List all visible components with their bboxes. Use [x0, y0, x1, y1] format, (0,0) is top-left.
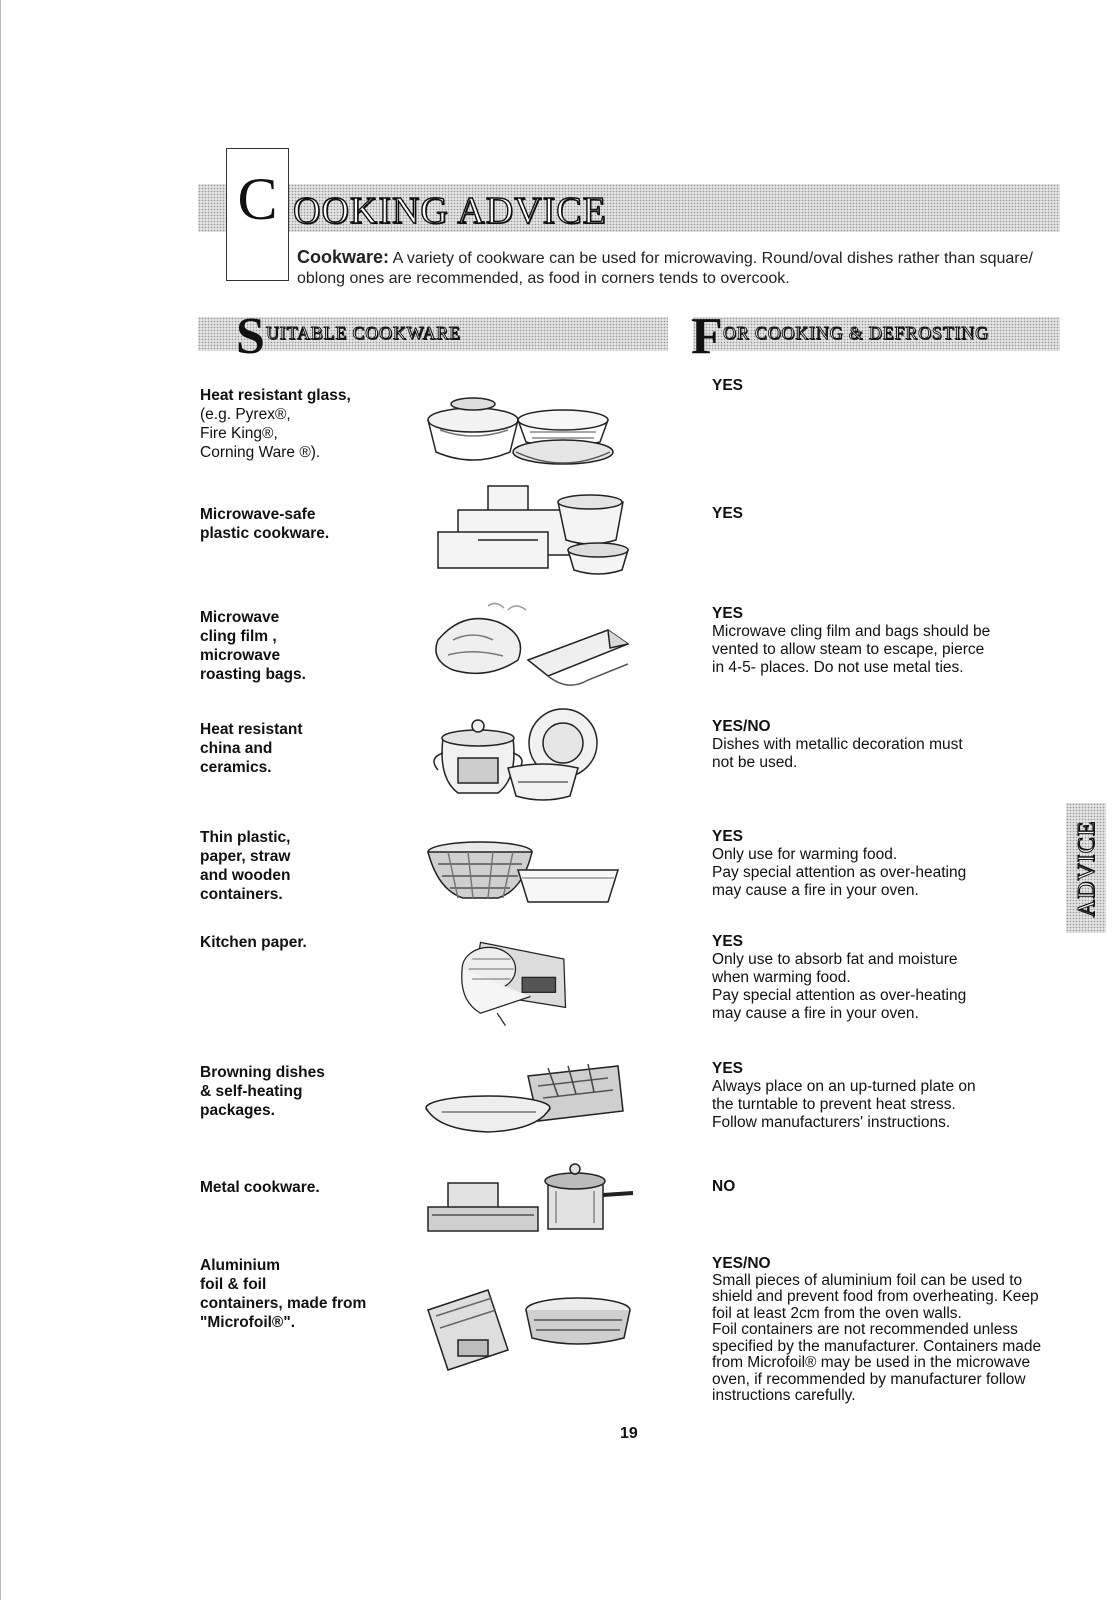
cookware-name	[200, 933, 390, 952]
cookware-name	[200, 720, 390, 777]
intro-label: Cookware:	[297, 247, 390, 267]
ceramics-icon	[418, 708, 668, 808]
intro-text: A variety of cookware can be used for microwaving. Round/oval dishes rather than square/ oblong ones are recommended, as food in corners tends to overcook.	[297, 250, 1033, 287]
cookware-name	[200, 828, 390, 904]
browning-dish-icon	[418, 1056, 668, 1156]
section-bar-cooking-defrosting	[691, 308, 1060, 365]
cookware-name-text: Heat resistant china and ceramics.	[200, 721, 303, 776]
page-edge	[0, 0, 1, 1600]
cookware-name-text: Thin plastic, paper, straw and wooden containers.	[200, 829, 291, 903]
cookware-name-text: Kitchen paper.	[200, 934, 307, 951]
side-tab-label: ADVICE	[1074, 820, 1100, 918]
verdict-cell	[712, 377, 1072, 395]
verdict-note: Always place on an up-turned plate on the turntable to prevent heat stress. Follow manufacturers' instructions.	[712, 1078, 976, 1131]
verdict-value: YES	[712, 933, 744, 950]
cling-film-icon	[418, 600, 668, 700]
metal-pots-icon	[418, 1152, 668, 1252]
cookware-name-text: Aluminium foil & foil containers, made from "Microfoil®".	[200, 1257, 367, 1331]
verdict-value: NO	[712, 1178, 736, 1195]
verdict-cell	[712, 718, 1072, 772]
cookware-name-text: Microwave-safe plastic cookware.	[200, 506, 330, 542]
cookware-examples: (e.g. Pyrex®, Fire King®, Corning Ware ®).	[200, 406, 321, 461]
page-title: OOKING ADVICE	[293, 190, 607, 232]
cookware-name-text: Browning dishes & self-heating packages.	[200, 1064, 325, 1119]
cookware-name-text: Metal cookware.	[200, 1179, 320, 1196]
verdict-cell	[712, 1256, 1072, 1405]
cookware-name	[200, 1178, 390, 1197]
straw-basket-icon	[418, 830, 668, 930]
section-title-cooking-defrosting: OR COOKING & DEFROSTING	[723, 323, 989, 343]
cookware-name	[200, 1063, 390, 1120]
verdict-value: YES/NO	[712, 718, 771, 735]
verdict-value: YES	[712, 605, 744, 622]
verdict-value: YES/NO	[712, 1255, 771, 1272]
cookware-name-text: Heat resistant glass,	[200, 387, 351, 404]
verdict-cell	[712, 1060, 1072, 1132]
verdict-note: Microwave cling film and bags should be vented to allow steam to escape, pierce in 4-5- places. Do not use metal ties.	[712, 623, 991, 676]
verdict-cell	[712, 605, 1072, 677]
side-tab	[1066, 803, 1106, 933]
verdict-value: YES	[712, 505, 744, 522]
section-title-suitable-cookware: UITABLE COOKWARE	[266, 323, 461, 343]
drop-cap-box	[226, 148, 289, 281]
verdict-note: Dishes with metallic decoration must not be used.	[712, 736, 963, 771]
page-number: 19	[620, 1425, 638, 1442]
verdict-note: Only use for warming food. Pay special attention as over-heating may cause a fire in your oven.	[712, 846, 967, 899]
cookware-name	[200, 1256, 390, 1332]
cookware-name	[200, 386, 390, 462]
drop-cap-letter: C	[237, 166, 278, 232]
verdict-value: YES	[712, 828, 744, 845]
verdict-cell	[712, 933, 1072, 1023]
cookware-name	[200, 505, 390, 543]
verdict-note: Small pieces of aluminium foil can be used to shield and prevent food from overheating. Keep foil at least 2cm from the oven walls. Foil containers are not recommended unless specified by the manufacturer. Containers made from Microfoil® may be used in the microwave oven, if recommended by manufacturer follow instructions carefully.	[712, 1271, 1042, 1404]
cookware-name	[200, 608, 390, 684]
section-initial-f: F	[691, 308, 723, 365]
verdict-value: YES	[712, 377, 744, 394]
intro-paragraph	[297, 247, 1077, 289]
plastic-cookware-icon	[418, 482, 668, 582]
section-initial-s: S	[236, 308, 265, 365]
foil-container-icon	[418, 1280, 668, 1380]
verdict-cell	[712, 1178, 1072, 1196]
glass-casserole-icon	[418, 390, 668, 490]
kitchen-paper-roll-icon	[418, 934, 668, 1034]
verdict-note: Only use to absorb fat and moisture when warming food. Pay special attention as over-heating may cause a fire in your oven.	[712, 951, 967, 1022]
verdict-value: YES	[712, 1060, 744, 1077]
verdict-cell	[712, 828, 1072, 900]
verdict-cell	[712, 505, 1072, 523]
cookware-name-text: Microwave cling film , microwave roasting bags.	[200, 609, 306, 683]
section-bar-suitable-cookware	[198, 308, 668, 365]
